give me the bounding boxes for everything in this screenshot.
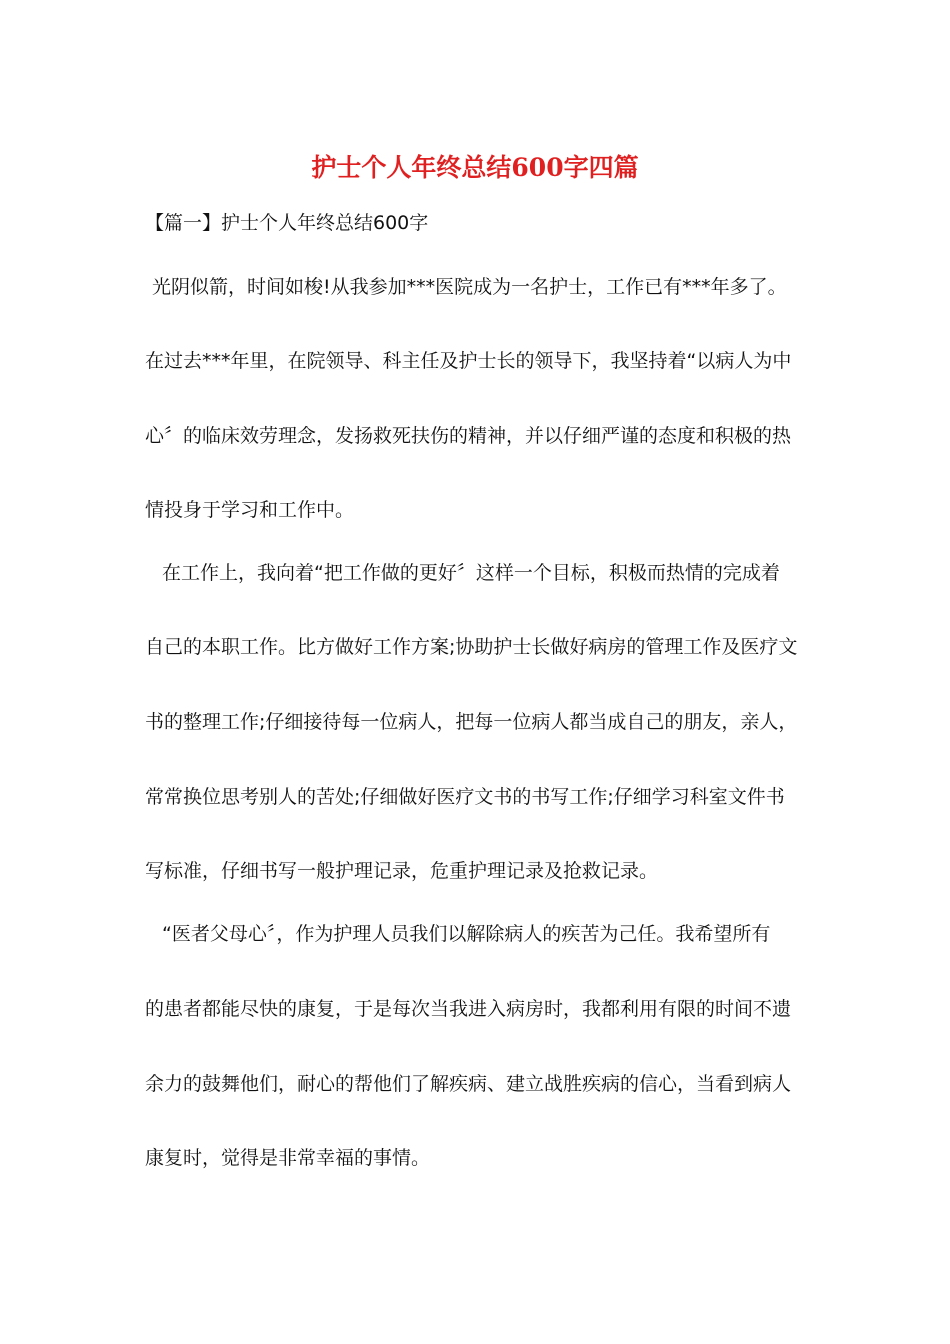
paragraph-line: 心〞的临床效劳理念，发扬救死扶伤的精神，并以仔细严谨的态度和积极的热	[145, 425, 792, 447]
paragraph-line: 自己的本职工作。比方做好工作方案;协助护士长做好病房的管理工作及医疗文	[145, 636, 798, 658]
paragraph-line: 康复时，觉得是非常幸福的事情。	[145, 1147, 431, 1169]
paragraph-line: 在过去***年里，在院领导、科主任及护士长的领导下，我坚持着“以病人为中	[145, 350, 792, 372]
document-title: 护士个人年终总结600字四篇	[311, 153, 639, 182]
paragraph-line: 写标准，仔细书写一般护理记录，危重护理记录及抢救记录。	[145, 860, 659, 882]
paragraph-line: 余力的鼓舞他们，耐心的帮他们了解疾病、建立战胜疾病的信心，当看到病人	[145, 1073, 792, 1095]
paragraph-line: 在工作上，我向着“把工作做的更好〞这样一个目标，积极而热情的完成着	[162, 562, 780, 584]
paragraph-line: 情投身于学习和工作中。	[145, 499, 355, 521]
paragraph-line: “医者父母心〞，作为护理人员我们以解除病人的疾苦为己任。我希望所有	[162, 923, 771, 945]
section-heading: 【篇一】护士个人年终总结600字	[145, 212, 429, 234]
paragraph-line: 光阴似箭，时间如梭!从我参加***医院成为一名护士，工作已有***年多了。	[152, 276, 787, 298]
paragraph-line: 的患者都能尽快的康复，于是每次当我进入病房时，我都利用有限的时间不遗	[145, 998, 792, 1020]
paragraph-line: 常常换位思考别人的苦处;仔细做好医疗文书的书写工作;仔细学习科室文件书	[145, 786, 785, 808]
paragraph-line: 书的整理工作;仔细接待每一位病人，把每一位病人都当成自己的朋友，亲人，	[145, 711, 798, 733]
